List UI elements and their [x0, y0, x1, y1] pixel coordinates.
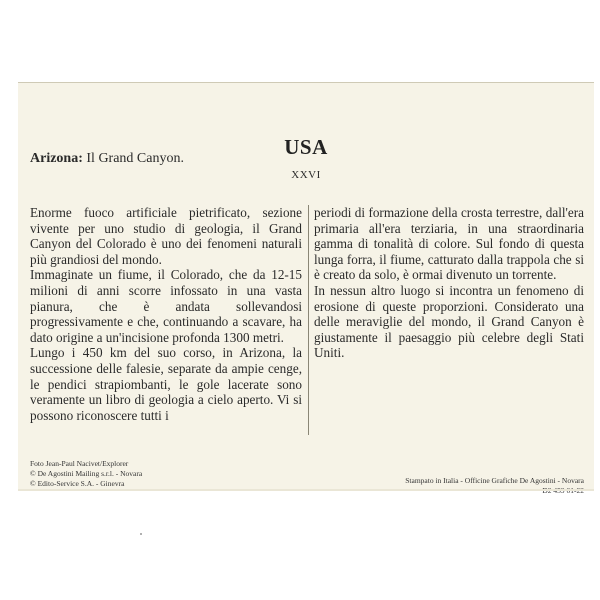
paragraph: Immaginate un fiume, il Colorado, che da 12-15 milioni di anni scorre infossato in una vasta pianura, che è andata sollevandosi progressivamente e che, continuando a scavare, ha dato origine a un'incisione profonda 1300 metri. [30, 267, 302, 345]
subject-label: Il Grand Canyon. [86, 151, 184, 166]
country-title: USA [284, 135, 328, 159]
paragraph: periodi di formazione della crosta terrestre, dall'era primaria all'era terziaria, in una straordinaria gamma di tonalità di colore. Sul fondo di questa lunga forra, il fiume, catturato dalla trappola che si è creato da solo, è ormai divenuto un torrente. [314, 205, 584, 283]
printer-line: Stampato in Italia - Officine Grafiche De Agostini - Novara [405, 476, 584, 485]
paragraph: Enorme fuoco artificiale pietrificato, sezione vivente per uno studio di geologia, il Grand Canyon del Colorado è uno dei fenomeni naturali più grandiosi del mondo. [30, 205, 302, 267]
card-number: XXVI [291, 169, 321, 181]
place-label: Arizona: [30, 151, 83, 166]
speck [140, 533, 142, 535]
card-heading [30, 151, 184, 167]
credit-line: © Edito-Service S.A. - Ginevra [30, 479, 125, 488]
credit-line: © De Agostini Mailing s.r.l. - Novara [30, 469, 143, 478]
credit-line: Foto Jean-Paul Nacivet/Explorer [30, 459, 129, 468]
paragraph: In nessun altro luogo si incontra un fenomeno di erosione di queste proporzioni. Considerato una delle meraviglie del mondo, il Grand Canyon è giustamente il paesaggio più celebre degli Stati Uniti. [314, 282, 584, 361]
postcard [18, 82, 594, 491]
catalog-code [405, 486, 584, 496]
text-column-right [314, 205, 584, 361]
text-column-left [30, 205, 309, 435]
card-bottom-edge [18, 489, 594, 491]
print-info [405, 476, 584, 496]
paragraph: Lungo i 450 km del suo corso, in Arizona, la successione delle falesie, separate da ampie cenge, le pendici strapiombanti, le gole lacerate sono veramente un libro di geologia a cielo aperto. Vi si possono riconoscere tutti i [30, 345, 302, 423]
photo-credits [30, 459, 142, 489]
